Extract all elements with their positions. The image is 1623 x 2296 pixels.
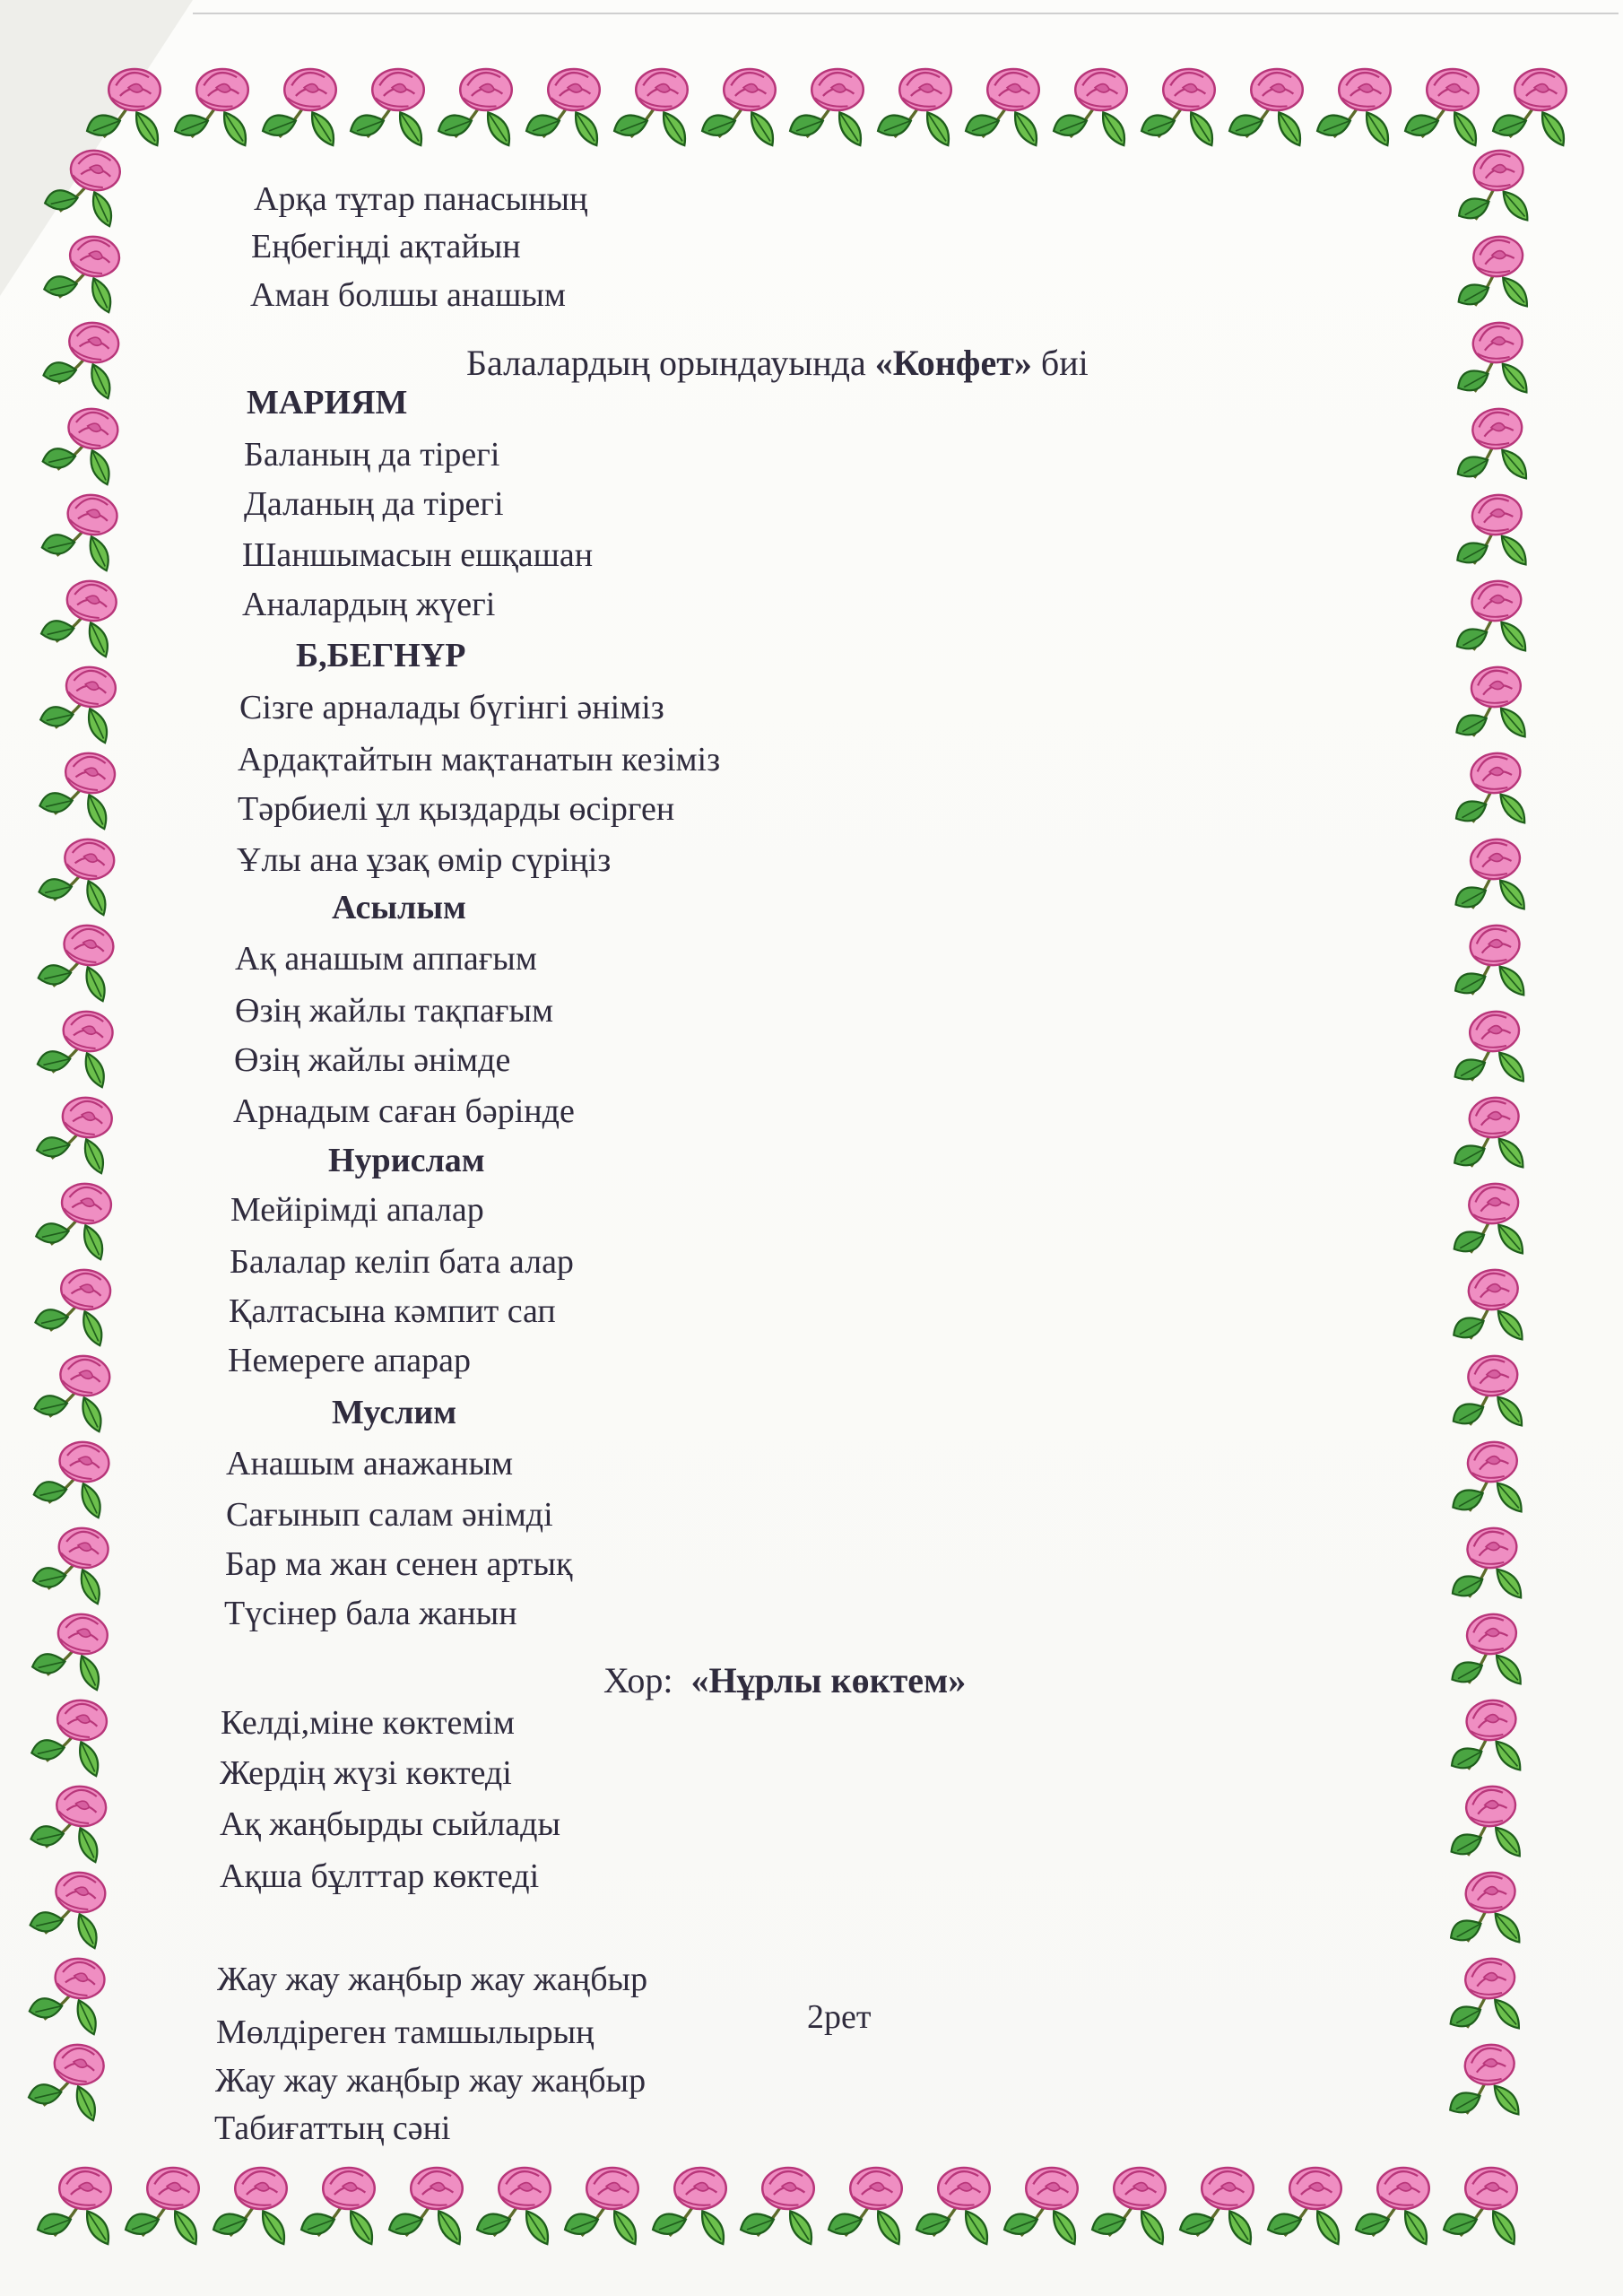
verse-line: Аман болшы анашым: [250, 276, 566, 314]
heading-tail: биі: [1031, 343, 1089, 383]
verse-line: Немереге апарар: [228, 1342, 471, 1379]
verse-line: Жау жау жаңбыр жау жаңбыр: [217, 1961, 648, 1998]
verse-line: Табиғаттың сәні: [214, 2109, 451, 2147]
verse-line: Ұлы ана ұзақ өмір сүріңіз: [237, 841, 612, 879]
verse-line: Арнадым саған бәрінде: [233, 1092, 575, 1130]
verse-line: Өзің жайлы тақпағым: [235, 992, 554, 1030]
verse-line: Сағынып салам әнімді: [226, 1496, 553, 1534]
verse-line: Баланың да тірегі: [244, 436, 500, 474]
verse-line: Келді,міне көктемім: [221, 1704, 515, 1742]
speaker-name: Асылым: [332, 889, 466, 926]
heading-title: «Конфет»: [874, 343, 1032, 383]
section-heading: [603, 1661, 966, 1700]
verse-line: Мөлдіреген тамшылырың: [216, 2013, 595, 2051]
verse-line: Жау жау жаңбыр жау жаңбыр: [215, 2062, 647, 2100]
repeat-note: 2рет: [807, 1998, 872, 2036]
verse-line: Ардақтайтын мақтанатын кезіміз: [238, 741, 721, 778]
speaker-name: Б,БЕГНҰР: [296, 637, 466, 674]
verse-line: Ақ анашым аппағым: [235, 940, 537, 978]
verse-line: Аналардың жүегі: [242, 586, 496, 623]
verse-line: Арқа тұтар панасының: [254, 180, 588, 218]
verse-line: Мейірімді апалар: [230, 1191, 484, 1229]
verse-line: Бар ма жан сенен артық: [225, 1545, 573, 1583]
heading-text: Балалардың орындауында: [466, 343, 875, 383]
verse-line: Қалтасына кәмпит сап: [229, 1292, 556, 1330]
verse-line: Өзің жайлы әнімде: [234, 1041, 511, 1079]
speaker-name: МАРИЯМ: [247, 384, 408, 422]
heading-title: «Нұрлы көктем»: [690, 1660, 967, 1700]
verse-line: Жердің жүзі көктеді: [220, 1754, 512, 1792]
speaker-name: Муслим: [332, 1394, 457, 1431]
verse-line: Түсінер бала жанын: [224, 1595, 517, 1632]
speaker-name: Нурислам: [328, 1142, 485, 1179]
verse-line: Ақша бұлттар көктеді: [220, 1857, 540, 1895]
verse-line: Даланың да тірегі: [244, 485, 504, 523]
verse-line: Еңбегіңді ақтайын: [251, 228, 521, 265]
verse-line: Ақ жаңбырды сыйлады: [220, 1805, 561, 1843]
verse-line: Сізге арналады бүгінгі әніміз: [239, 689, 664, 726]
verse-line: Балалар келіп бата алар: [230, 1243, 574, 1281]
heading-text: Хор:: [603, 1660, 691, 1700]
section-heading: [466, 344, 1089, 383]
verse-line: Анашым анажаным: [226, 1445, 514, 1483]
verse-line: Тәрбиелі ұл қыздарды өсірген: [238, 790, 675, 828]
verse-line: Шаншымасын ешқашан: [242, 536, 594, 574]
